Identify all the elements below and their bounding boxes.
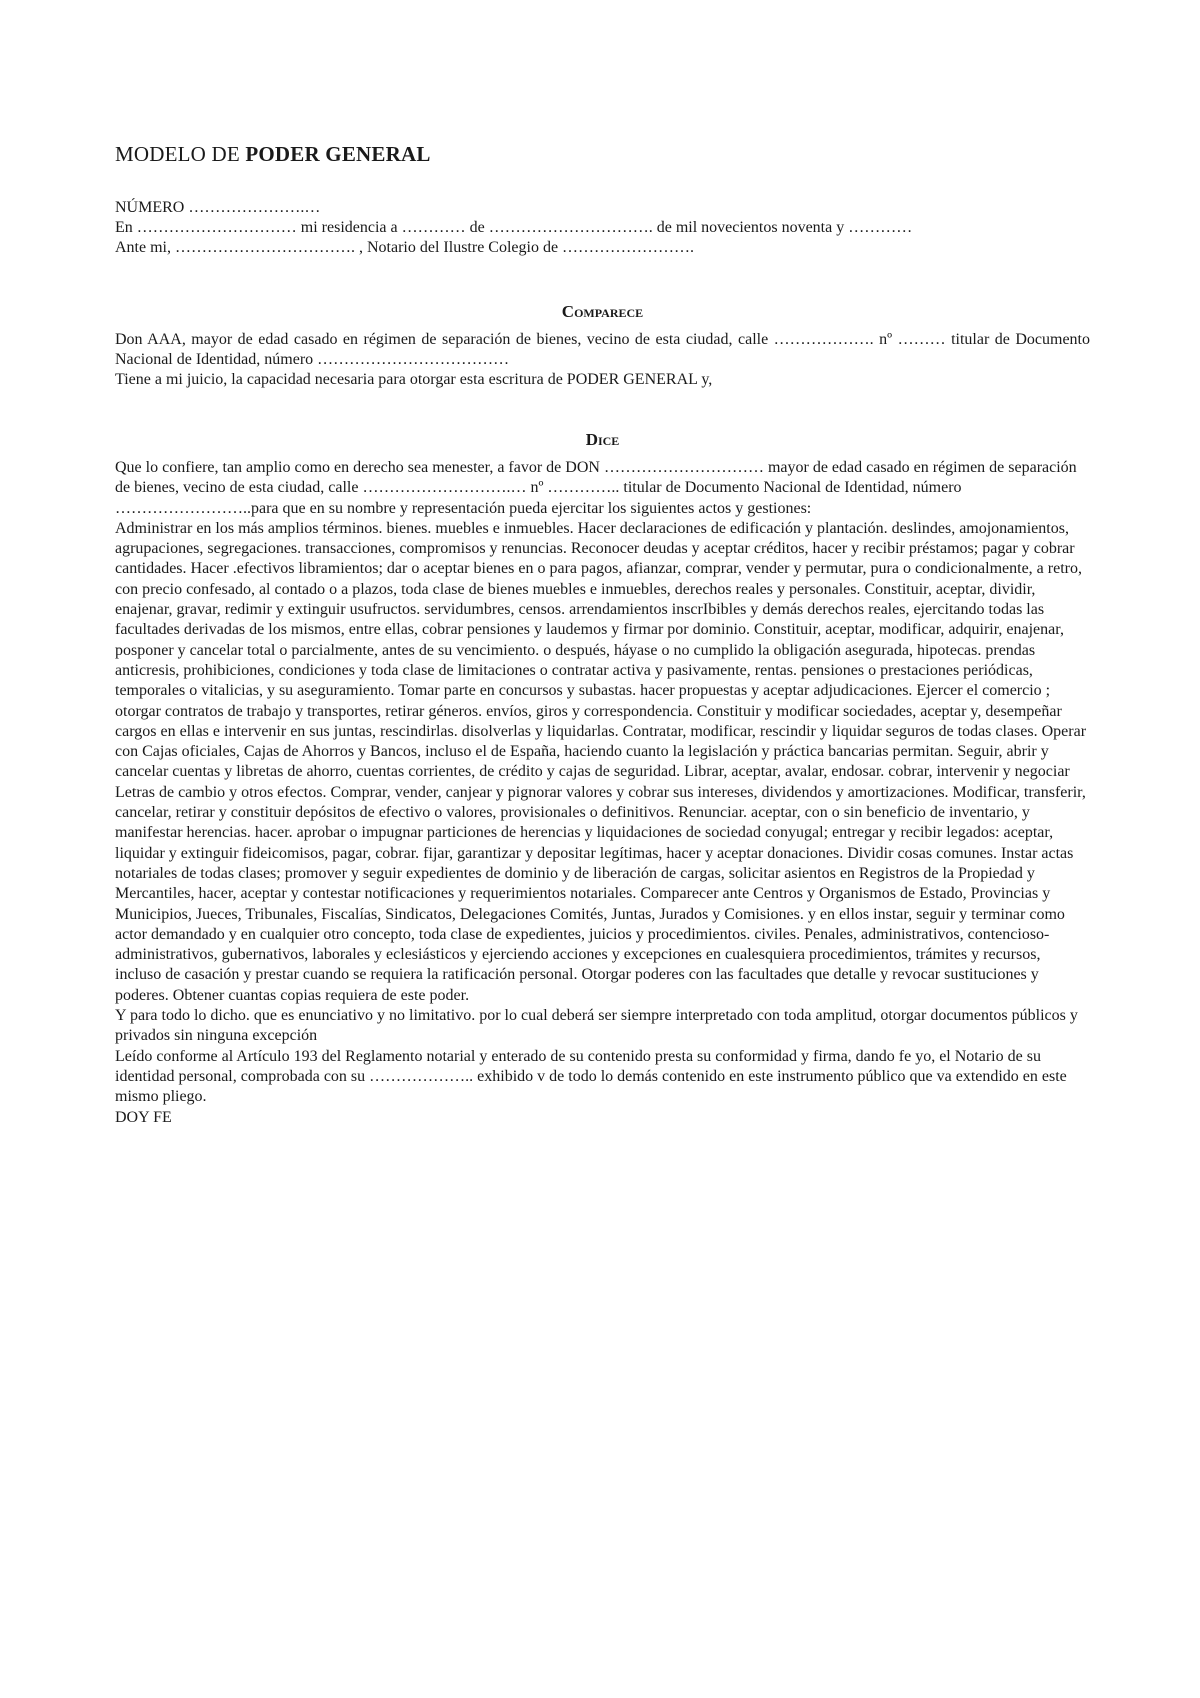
document-title — [115, 140, 1090, 168]
doy-fe: DOY FE — [115, 1108, 172, 1126]
dice-heading: Dice — [585, 430, 620, 449]
title-prefix: MODELO DE — [115, 142, 246, 166]
dice-paragraph-enunciativo: Y para todo lo dicho. que es enunciativo y no limitativo. por lo cual deberá ser siempre interpretado con toda amplitud, otorgar documentos públicos y privados sin ninguna excepción — [115, 1007, 1078, 1045]
title-bold: PODER GENERAL — [245, 142, 431, 166]
comparece-heading: Comparece — [561, 302, 644, 321]
comparece-paragraph: Don AAA, mayor de edad casado en régimen de separación de bienes, vecino de esta ciudad, calle ………………. nº ……… titular de Documento Nacional de Identidad, número ……………………………… — [115, 331, 1090, 368]
notario-line: Ante mi, ……………………………. , Notario del Ilustre Colegio de ……………………. — [115, 239, 695, 256]
numero-line: NÚMERO ………………….… — [115, 199, 321, 216]
dice-paragraph-facultades: Administrar en los más amplios términos. bienes. muebles e inmuebles. Hacer declaraciones de edificación y plantación. deslindes, amojonamientos, agrupaciones, segregaciones. transacciones, compromisos y renuncias. Reconocer deudas y aceptar créditos, hacer y recibir préstamos; pagar y cobrar cantidades. Hacer .efectivos libramientos; dar o aceptar bienes en o para pagos, afianzar, comprar, vender y permutar, pura o condicionalmente, a retro, con precio confesado, al contado o a plazos, toda clase de bienes muebles e inmuebles, derechos reales y personales. Constituir, aceptar, dividir, enajenar, gravar, redimir y extinguir usufructos. servidumbres, censos. arrendamientos inscrIbibles y demás derechos reales, ejercitando todas las facultades derivadas de los mismos, entre ellas, cobrar pensiones y laudemos y firmar por dominio. Constituir, aceptar, modificar, adquirir, enajenar, posponer y cancelar total o parcialmente, antes de su vencimiento. o después, háyase o no cumplido la obligación asegurada, hipotecas. prendas anticresis, prohibiciones, condiciones y toda clase de limitaciones o contratar activa y pasivamente, rentas. pensiones o prestaciones periódicas, temporales o vitalicias, y su aseguramiento. Tomar parte en concursos y subastas. hacer propuestas y aceptar adjudicaciones. Ejercer el comercio ; otorgar contratos de trabajo y transportes, retirar géneros. envíos, giros y correspondencia. Constituir y modificar sociedades, aceptar y, desempeñar cargos en ellas e intervenir en sus juntas, rescindirlas. disolverlas y liquidarlas. Contratar, modificar, rescindir y liquidar seguros de todas clases. Operar con Cajas oficiales, Cajas de Ahorros y Bancos, incluso el de España, haciendo cuanto la legislación y práctica bancarias permitan. Seguir, abrir y cancelar cuentas y libretas de ahorro, cuentas corrientes, de crédito y cajas de seguridad. Librar, aceptar, avalar, endosar. cobrar, intervenir y negociar Letras de cambio y otros efectos. Comprar, vender, canjear y pignorar valores y cobrar sus intereses, dividendos y amortizaciones. Modificar, transferir, cancelar, retirar y constituir depósitos de efectivo o valores, provisionales o definitivos. Renunciar. aceptar, con o sin beneficio de inventario, y manifestar herencias. hacer. aprobar o impugnar particiones de herencias y liquidaciones de sociedad conyugal; entregar y recibir legados: aceptar, liquidar y extinguir fideicomisos, pagar, cobrar. fijar, garantizar y depositar legítimas, hacer y aceptar donaciones. Dividir cosas comunes. Instar actas notariales de todas clases; promover y seguir expedientes de dominio y de liberación de cargas, solicitar asientos en Registros de la Propiedad y Mercantiles, hacer, aceptar y contestar notificaciones y requerimientos notariales. Comparecer ante Centros y Organismos de Estado, Provincias y Municipios, Jueces, Tribunales, Fiscalías, Sindicatos, Delegaciones Comités, Juntas, Jurados y Comisiones. y en ellos instar, seguir y terminar como actor demandado y en cualquier otro concepto, toda clase de expedientes, juicios y procedimientos. civiles. Penales, administrativos, contencioso-administrativos, gubernativos, laborales y eclesiásticos y ejerciendo acciones y excepciones en cualesquiera procedimientos, trámites y recursos, incluso de casación y prestar cuando se requiera la ratificación personal. Otorgar poderes con las facultades que detalle y revocar sustituciones y poderes. Obtener cuantas copias requiera de este poder. — [115, 519, 1087, 1004]
header-block — [115, 198, 1090, 258]
dice-paragraph-confiere: Que lo confiere, tan amplio como en derecho sea menester, a favor de DON ………………………… mayor de edad casado en régimen de separación de bienes, vecino de esta ciudad, calle ……………………….… nº ………….. titular de Documento Nacional de Identidad, número ……………………..para que en su nombre y representación pueda ejercitar los siguientes actos y gestiones: — [115, 459, 1077, 517]
dice-paragraph-leido: Leído conforme al Artículo 193 del Reglamento notarial y enterado de su contenido presta su conformidad y firma, dando fe yo, el Notario de su identidad personal, comprobada con su ……………….. exhibido v de todo lo demás contenido en este instrumento público que va extendido en este mismo pliego. — [115, 1047, 1067, 1106]
residencia-line: En ………………………… mi residencia a ………… de …………………………. de mil novecientos noventa y ………… — [115, 219, 913, 236]
capacidad-paragraph: Tiene a mi juicio, la capacidad necesaria para otorgar esta escritura de PODER GENERAL y, — [115, 371, 713, 388]
